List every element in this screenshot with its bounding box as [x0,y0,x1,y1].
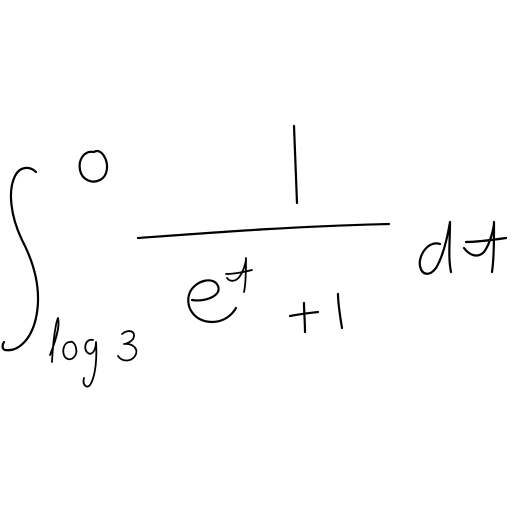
integral-sign [3,168,38,350]
upper-limit [80,151,107,181]
differential [420,222,506,274]
numerator [294,126,297,203]
fraction-bar [138,224,389,238]
denominator [188,258,342,332]
lower-limit [50,318,136,387]
